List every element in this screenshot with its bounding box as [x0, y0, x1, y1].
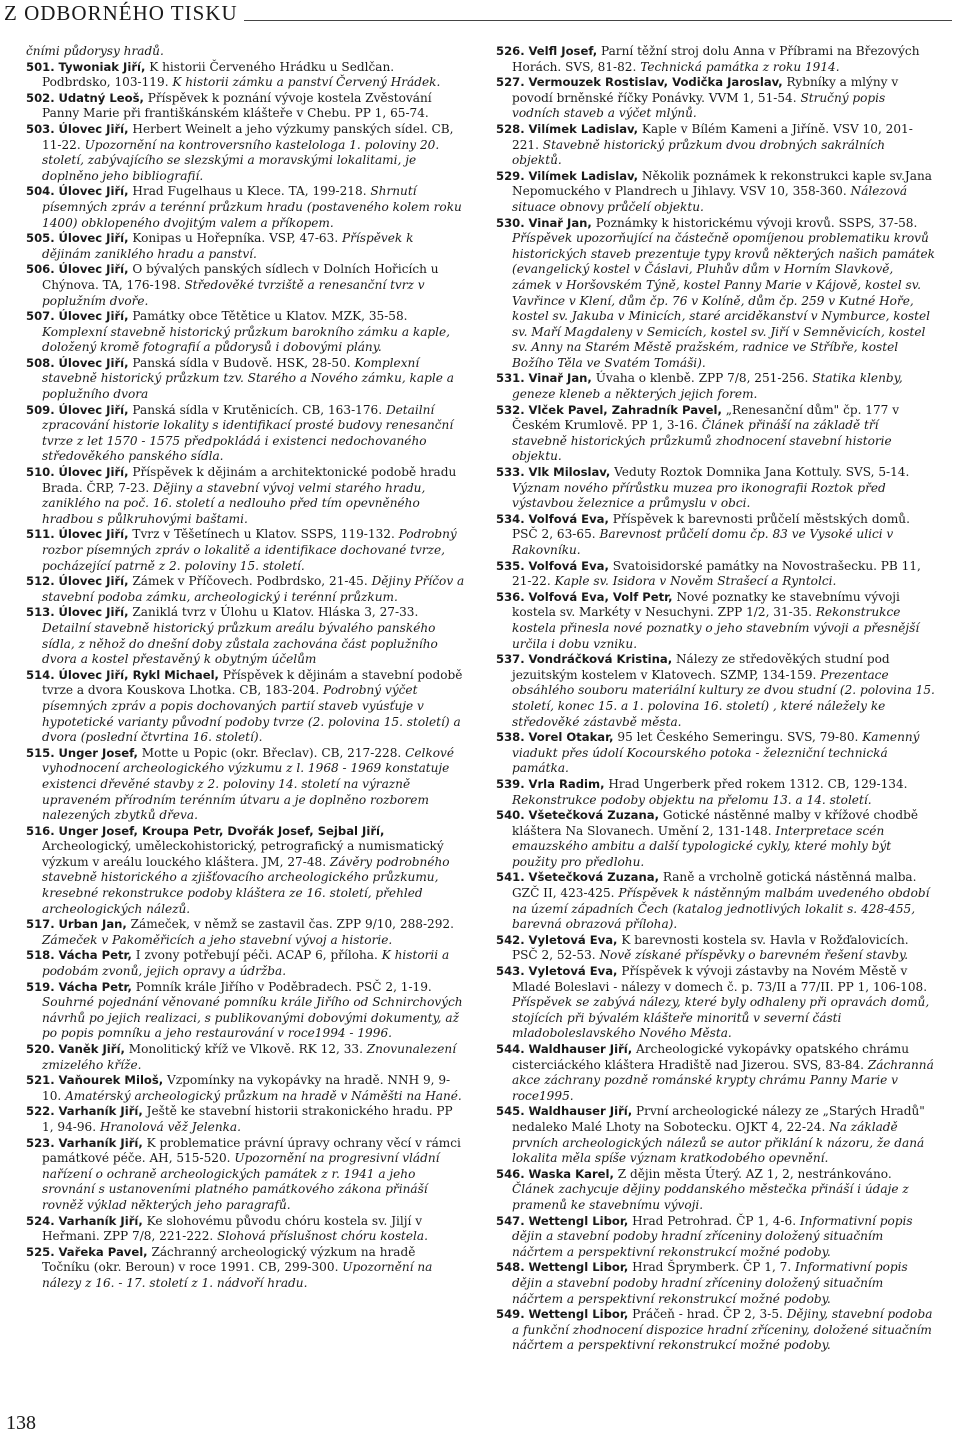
entry-author: Úlovec Jiří,	[58, 309, 129, 324]
bibliography-entry	[26, 465, 466, 527]
bibliography-entry	[496, 777, 936, 808]
entry-title: Archeologický, uměleckohistorický, petrografický a numismatický výzkum v areálu louckého kláštera. JM, 27-48.	[42, 839, 444, 869]
entry-author: Vyletová Eva,	[528, 964, 618, 979]
entry-author: Úlovec Jiří,	[58, 605, 129, 620]
bibliography-entry	[496, 933, 936, 964]
entry-number: 525.	[26, 1244, 55, 1259]
entry-title: Ještě ke stavební historii strakonického hradu. PP 1, 94-96.	[42, 1104, 453, 1134]
entry-author: Vaněk Jiří,	[58, 1042, 125, 1056]
entry-number: 543.	[496, 964, 525, 979]
entry-title: O bývalých panských sídlech v Dolních Hořicích u Chýnova. TA, 176-198.	[42, 262, 439, 292]
entry-number: 534.	[496, 511, 525, 526]
entry-title: I zvony potřebují péči. ACAP 6, příloha.	[131, 948, 378, 963]
entry-number: 541.	[496, 870, 525, 885]
entry-author: Waska Karel,	[528, 1166, 614, 1181]
entry-number: 521.	[26, 1073, 55, 1088]
entry-title: Z dějin města Úterý. AZ 1, 2, nestránkováno.	[613, 1166, 892, 1181]
entry-author: Varhaník Jiří,	[58, 1135, 143, 1150]
entry-number: 522.	[26, 1104, 55, 1119]
entry-number: 504.	[26, 184, 55, 199]
entry-author: Vácha Petr,	[58, 948, 132, 963]
entry-title: Práčeň - hrad. ČP 2, 3-5.	[628, 1307, 783, 1322]
entry-title: Příspěvek k poznání vývoje kostela Zvěstování Panny Marie při františkánském klášteře v Chebu. PP 1, 65-74.	[42, 90, 432, 121]
bibliography-entry	[496, 730, 936, 777]
bibliography-entry	[26, 403, 466, 465]
entry-number: 542.	[496, 932, 525, 947]
entry-number: 512.	[26, 574, 55, 589]
bibliography-entry	[496, 169, 936, 216]
entry-title: Několik poznámek k rekonstrukci kaple sv.Jana Nepomuckého v Plandrech u Jihlavy. VSV 10, 358-360.	[512, 168, 932, 199]
entry-author: Unger Josef, Kroupa Petr, Dvořák Josef, Sejbal Jiří,	[58, 823, 385, 838]
bibliography-entry	[496, 122, 936, 169]
entry-title: Parní těžní stroj dolu Anna v Příbrami na Březových Horách. SVS, 81-82.	[512, 44, 920, 74]
entry-title: Nové poznatky ke stavebnímu vývoji kostela sv. Markéty v Nesuchyni. ZPP 1/2, 31-35.	[512, 589, 900, 620]
entry-author: Vilímek Ladislav,	[528, 168, 639, 183]
entry-author: Varhaník Jiří,	[58, 1213, 143, 1228]
bibliography-entry	[26, 122, 466, 184]
bibliography-entry	[496, 44, 936, 75]
entry-number: 533.	[496, 465, 525, 480]
bibliography-entry	[26, 824, 466, 918]
entry-annotation: Slohová příslušnost chóru kostela.	[213, 1229, 428, 1244]
entry-title: K historii Červeného Hrádku u Sedlčan. Podbrdsko, 103-119.	[42, 59, 395, 90]
entry-number: 531.	[496, 371, 525, 386]
entry-number: 513.	[26, 605, 55, 620]
entry-number: 510.	[26, 465, 55, 480]
entry-title: Rybníky a mlýny v povodí brněnské říčky Ponávky. VVM 1, 51-54.	[512, 75, 899, 105]
entry-title: První archeologické nálezy ze „Starých Hradů" nedaleko Malé Lhoty na Sobotecku. OJKT 4, 22-24.	[512, 1104, 925, 1134]
bibliography-entry	[496, 590, 936, 652]
bibliography-entry	[496, 216, 936, 372]
entry-author: Vaňourek Miloš,	[58, 1073, 164, 1088]
entry-author: Vrla Radim,	[528, 776, 605, 791]
entry-number: 515.	[26, 745, 55, 760]
entry-title: Hrad Petrohrad. ČP 1, 4-6.	[628, 1213, 797, 1228]
bibliography-entry	[26, 231, 466, 262]
entry-author: Všetečková Zuzana,	[528, 870, 659, 885]
entry-annotation: K historii a podobám zvonů, jejich opravy a údržba.	[42, 948, 450, 979]
entry-annotation: Technická památka z roku 1914.	[636, 59, 840, 74]
entry-title: Hrad Ungerberk před rokem 1312. CB, 129-134.	[604, 776, 908, 791]
entry-author: Tywoniak Jiří,	[58, 59, 146, 74]
left-column	[26, 44, 466, 1292]
entry-annotation: Příspěvek se zabývá nálezy, které byly odhaleny při opravách domů, stojících při bývalém klášteře minoritů v severní části mladoboleslavského Nového Města.	[512, 995, 930, 1041]
entry-number: 540.	[496, 808, 525, 823]
bibliography-entry	[26, 980, 466, 1042]
entry-annotation: Celkové vyhodnocení archeologického výzkumu z l. 1968 - 1969 konstatuje existenci dřevěné stavby z 2. poloviny 14. století na výrazně upraveném přírodním terénním útvaru a je doplněno rozborem nalezených zbytků dřeva.	[42, 745, 454, 823]
entry-number: 501.	[26, 59, 55, 74]
entry-annotation: Rekonstrukce podoby objektu na přelomu 13. a 14. století.	[512, 792, 872, 807]
entry-number: 503.	[26, 121, 55, 136]
entry-annotation: Interpretace scén emauzského ambitu a další typologické cykly, které mohly být použity pro předlohu.	[512, 823, 892, 869]
entry-number: 502.	[26, 90, 55, 105]
entry-number: 547.	[496, 1213, 525, 1228]
entry-title: Zámek v Příčovech. Podbrdsko, 21-45.	[128, 574, 368, 589]
entry-annotation: Dějiny a stavební vývoj velmi starého hradu, zaniklého na poč. 16. století a nedlouho před tím opevněného hradbou s půlkruhovými baštami.	[42, 480, 426, 526]
entry-author: Všetečková Zuzana,	[528, 808, 659, 823]
entry-author: Unger Josef,	[58, 745, 138, 760]
bibliography-entry	[26, 527, 466, 574]
entry-annotation: Upozornění na kontroversního kastelologa 1. poloviny 20. století, zabývajícího se slezskými a moravskými lokalitami, je doplněno jeho bibliografií.	[42, 137, 440, 183]
bibliography-entry	[26, 1214, 466, 1245]
entry-title: Zámeček, v němž se zastavil čas. ZPP 9/10, 288-292.	[126, 917, 454, 932]
entry-author: Úlovec Jiří,	[58, 231, 129, 246]
entry-title: Záchranný archeologický výzkum na hradě Točníku (okr. Beroun) v roce 1991. CB, 299-300.	[42, 1244, 416, 1275]
entry-annotation: Podrobný rozbor písemných zpráv o lokalitě a identifikace dochované tvrze, pocházející patrně z 2. poloviny 15. století.	[42, 527, 457, 573]
bibliography-entry	[26, 184, 466, 231]
entry-title: Památky obce Tětětice u Klatov. MZK, 35-58.	[128, 309, 408, 324]
bibliography-entry	[26, 60, 466, 91]
entry-title: Herbert Weinelt a jeho výzkumy panských sídel. CB, 11-22.	[42, 121, 454, 152]
entry-number: 548.	[496, 1260, 525, 1275]
entry-title: Monolitický kříž ve Vlkově. RK 12, 33.	[124, 1042, 363, 1056]
entry-annotation: Dějiny Příčov a stavební podoba zámku, archeologický i terénní průzkum.	[42, 574, 465, 604]
entry-annotation: Záchranná akce záchrany pozdně románské krypty chrámu Panny Marie v roce1995.	[512, 1057, 934, 1103]
entry-author: Vařeka Pavel,	[58, 1244, 148, 1259]
entry-author: Úlovec Jiří,	[58, 527, 129, 542]
bibliography-entry	[26, 948, 466, 979]
entry-number: 520.	[26, 1042, 55, 1056]
bibliography-entry	[26, 1104, 466, 1135]
entry-annotation: Hranolová věž Jelenka.	[96, 1119, 241, 1134]
bibliography-entry	[496, 1214, 936, 1261]
entry-number: 537.	[496, 652, 525, 667]
bibliography-entry	[496, 1167, 936, 1214]
entry-annotation: Detailní stavebně historický průzkum areálu bývalého panského sídla, z něhož do dnešní doby zůstala zachována část poplužního dvora a kostel přestavěný k obytným účelům	[42, 620, 438, 667]
bibliography-entry	[26, 262, 466, 309]
entry-number: 524.	[26, 1213, 55, 1228]
entry-author: Úlovec Jiří,	[58, 355, 129, 370]
bibliography-entry	[26, 309, 466, 356]
bibliography-entry	[26, 91, 466, 122]
entry-title: Hrad Fugelhaus u Klece. TA, 199-218.	[128, 184, 367, 199]
entry-number: 549.	[496, 1307, 525, 1322]
bibliography-entry	[496, 371, 936, 402]
bibliography-entry	[496, 808, 936, 870]
entry-number: 518.	[26, 948, 55, 963]
entry-number: 508.	[26, 355, 55, 370]
entry-number: 514.	[26, 667, 55, 682]
entry-annotation: Statika klenby, geneze kleneb a některých jejich forem.	[512, 371, 903, 402]
entry-author: Úlovec Jiří,	[58, 402, 129, 417]
entry-title: Archeologické vykopávky opatského chrámu cisterciáckého kláštera Hradiště nad Jizerou. SVS, 83-84.	[512, 1042, 909, 1072]
entry-annotation: Středověké tvrziště a renesanční tvrz v poplužním dvoře.	[42, 277, 425, 308]
entry-annotation: Nálezová situace obnovy průčelí objektu.	[512, 184, 908, 214]
entry-author: Úlovec Jiří,	[58, 262, 129, 277]
section-title: Z ODBORNÉHO TISKU	[4, 1, 244, 26]
entry-title: Příspěvek k vývoji zástavby na Novém Městě v Mladé Boleslavi - nálezy v domech č. p. 73/II a 77/II. PP 1, 106-108.	[512, 964, 928, 994]
entry-author: Waldhauser Jiří,	[528, 1104, 633, 1119]
bibliography-entry	[496, 652, 936, 730]
bibliography-entry	[26, 746, 466, 824]
entry-annotation: Zámeček v Pakoměřicích a jeho stavební vývoj a historie.	[42, 932, 393, 947]
entry-author: Wettengl Libor,	[528, 1307, 629, 1322]
entry-author: Úlovec Jiří,	[58, 121, 129, 136]
entry-author: Wettengl Libor,	[528, 1260, 629, 1275]
entry-author: Udatný Leoš,	[58, 90, 144, 105]
entry-author: Volfová Eva, Volf Petr,	[528, 589, 673, 604]
entry-annotation: Komplexní stavebně historický průzkum barokního zámku a kaple, doložený kromě fotografií a půdorysů i dobovými plány.	[42, 324, 451, 355]
entry-annotation: Příspěvek k nástěnným malbám uvedeného období na území západních Čech (katalog jednotlivých lokalit s. 428-455, barevná obrazová příloha).	[512, 886, 930, 932]
entry-author: Vyletová Eva,	[528, 932, 618, 947]
entry-author: Vinař Jan,	[528, 215, 592, 230]
entry-number: 546.	[496, 1166, 525, 1181]
entry-annotation: Amatérský archeologický průzkum na hradě v Náměšti na Hané.	[61, 1088, 462, 1103]
entry-annotation: Upozornění na nálezy z 16. - 17. století z 1. nádvoří hradu.	[42, 1260, 433, 1290]
entry-author: Varhaník Jiří,	[58, 1104, 143, 1119]
entry-title: Úvaha o klenbě. ZPP 7/8, 251-256.	[591, 371, 809, 386]
entry-annotation: Nově získané příspěvky o barevném řešení stavby.	[595, 948, 909, 963]
entry-author: Wettengl Libor,	[528, 1213, 629, 1228]
bibliography-entry	[496, 465, 936, 512]
bibliography-entry	[496, 75, 936, 122]
page-header	[0, 0, 960, 28]
entry-annotation: Detailní zpracování historie lokality s identifikací prosté budovy renesanční tvrze z let 1570 - 1575 předpokládá i existenci nedochovaného středověkého panského sídla.	[42, 402, 454, 464]
entry-author: Úlovec Jiří, Rykl Michael,	[58, 667, 219, 682]
entry-annotation: Souhrné pojednání věnované pomníku krále Jiřího od Schnirchových návrhů po jejich realizaci, s publikovanými dobovými dokumenty, až po popis pomníku a jeho restaurování v roce1994 - 1996.	[42, 995, 463, 1041]
entry-annotation: Barevnost průčelí domu čp. 83 ve Vysoké ulici v Rakovníku.	[512, 527, 894, 557]
entry-annotation: Závěry podrobného stavebně historického a zjišťovacího archeologického průzkumu, kresebné rekonstrukce podoby kláštera ze 16. století, přehled archeologických nálezů.	[42, 854, 450, 916]
entry-annotation: Příspěvek k dějinám zaniklého hradu a panství.	[42, 231, 414, 261]
bibliography-entry	[496, 559, 936, 590]
bibliography-entry	[496, 403, 936, 465]
entry-author: Vondráčková Kristina,	[528, 652, 673, 667]
bibliography-entry	[26, 1042, 466, 1073]
entry-title: Tvrz v Těšetínech u Klatov. SSPS, 119-132.	[128, 527, 395, 542]
entry-author: Waldhauser Jiří,	[528, 1042, 633, 1056]
bibliography-entry	[26, 668, 466, 746]
entry-annotation: Prezentace obsáhlého souboru materiální kultury ze dvou studní (2. polovina 15. století, konec 15. a 1. polovina 16. století) , které náležely ke středověké zástavbě města.	[512, 667, 935, 729]
entry-title: Příspěvek k barevnosti průčelí městských domů. PSČ 2, 63-65.	[512, 511, 910, 542]
bibliography-entry	[26, 1245, 466, 1292]
entry-annotation: Článek přináší na základě tří stavebně historických průzkumů zhodnocení stavební historie objektu.	[512, 418, 892, 464]
entry-number: 505.	[26, 231, 55, 246]
entry-title: Ke slohovému původu chóru kostela sv. Jiljí v Heřmani. ZPP 7/8, 221-222.	[42, 1213, 423, 1244]
bibliography-entry	[496, 870, 936, 932]
bibliography-entry	[26, 605, 466, 667]
entry-annotation: Rekonstrukce kostela přinesla nové poznatky o jeho stavebním vývoji a přesnější určila i dobu vzniku.	[512, 605, 920, 651]
bibliography-entry	[26, 574, 466, 605]
entry-author: Úlovec Jiří,	[58, 574, 129, 589]
page-number: 138	[6, 1412, 36, 1434]
bibliography-entry	[496, 1042, 936, 1104]
bibliography-entry	[26, 1073, 466, 1104]
entry-number: 536.	[496, 589, 525, 604]
entry-title: 95 let Českého Semeringu. SVS, 79-80.	[613, 730, 859, 745]
entry-title: K problematice právní úpravy ochrany věcí v rámci památkové péče. AH, 515-520.	[42, 1135, 461, 1166]
entry-annotation: Článek zachycuje dějiny poddanského městečka přináší i údaje z pramenů ke stavebnímu vývoji.	[512, 1182, 909, 1212]
entry-annotation: Upozornění na progresivní vládní nařízení o ochraně archeologických památek z r. 1941 a jeho srovnání s ustanoveními platného památkového zákona přináší rovněž výklad některých jeho paragrafů.	[42, 1151, 440, 1212]
entry-title: Zaniklá tvrz v Úlohu u Klatov. Hláska 3, 27-33.	[128, 605, 419, 620]
entry-title: Pomník krále Jiřího v Poděbradech. PSČ 2, 1-19.	[131, 979, 432, 994]
entry-author: Vorel Otakar,	[528, 730, 614, 745]
entry-title: Příspěvek k dějinám a stavební podobě tvrze a dvora Kouskova Lhotka. CB, 183-204.	[42, 667, 463, 698]
entry-number: 530.	[496, 215, 525, 230]
entry-title: Vzpomínky na vykopávky na hradě. NNH 9, 9-10.	[42, 1073, 451, 1103]
entry-annotation: čními půdorysy hradů.	[26, 44, 164, 58]
entry-title: Veduty Roztok Domnika Jana Kottuly. SVS, 5-14.	[610, 465, 910, 480]
bibliography-entry	[496, 1104, 936, 1166]
entry-title: Raně a vrcholně gotická nástěnná malba. GZČ II, 423-425.	[512, 870, 917, 901]
entry-annotation: Na základě prvních archeologických nálezů se autor přiklání k názoru, že daná lokalita měla spíše význam kratkodobého opevnění.	[512, 1119, 925, 1166]
entry-annotation: K historii zámku a panství Červený Hrádek.	[168, 75, 441, 90]
bibliography-entry	[26, 1136, 466, 1214]
entry-number: 509.	[26, 402, 55, 417]
bibliography-entry	[496, 512, 936, 559]
entry-number: 511.	[26, 527, 55, 542]
entry-author: Úlovec Jiří,	[58, 465, 129, 480]
entry-number: 544.	[496, 1042, 525, 1056]
entry-title: „Renesanční dům" čp. 177 v Českém Krumlově. PP 1, 3-16.	[512, 402, 900, 433]
entry-annotation: Znovunalezení zmizelého kříže.	[42, 1042, 457, 1072]
entry-number: 507.	[26, 309, 55, 324]
entry-annotation: Podrobný výčet písemných zpráv a popis dochovaných partií staveb vyúsťuje v hypotetické varianty původní podoby tvrze (2. polovina 15. století) a dvora (poslední čtvrtina 16. století).	[42, 683, 461, 745]
entry-number: 519.	[26, 979, 55, 994]
entry-author: Vlček Pavel, Zahradník Pavel,	[528, 402, 722, 417]
right-column	[496, 44, 936, 1354]
entry-title: Poznámky k historickému vývoji krovů. SSPS, 37-58.	[591, 215, 918, 230]
entry-title: Nálezy ze středověkých studní pod jezuitským kostelem v Klatovech. SZMP, 134-159.	[512, 652, 890, 682]
bibliography-entry	[496, 964, 936, 1042]
bibliography-entry	[26, 44, 466, 60]
bibliography-entry	[496, 1307, 936, 1354]
entry-author: Urban Jan,	[58, 917, 127, 932]
entry-number: 539.	[496, 776, 525, 791]
entry-annotation: Informativní popis dějin a stavební podoby hradní zříceniny doložený situačním náčrtem a perspektivní rekonstrukcí možné podoby.	[512, 1213, 913, 1259]
entry-author: Vinař Jan,	[528, 371, 592, 386]
bibliography-entry	[26, 917, 466, 948]
entry-number: 538.	[496, 730, 525, 745]
entry-annotation: Význam nového přírůstku muzea pro ikonografii Roztok před výstavbou železnice a průmyslu v obci.	[512, 480, 886, 511]
entry-title: Kaple v Bílém Kameni a Jiříně. VSV 10, 201-221.	[512, 121, 913, 152]
entry-number: 528.	[496, 121, 525, 136]
entry-author: Úlovec Jiří,	[58, 184, 129, 199]
entry-annotation: Dějiny, stavební podoba a funkční zhodnocení dispozice hradní zříceniny, doložené situačním náčrtem a perspektivní rekonstrukcí možné podoby.	[512, 1307, 933, 1353]
entry-title: Hrad Šprymberk. ČP 1, 7.	[628, 1260, 792, 1275]
entry-annotation: Kamenný viadukt přes údolí Kocourského potoka - železniční technická památka.	[512, 730, 920, 776]
entry-number: 527.	[496, 75, 525, 90]
entry-number: 517.	[26, 917, 55, 932]
entry-number: 523.	[26, 1135, 55, 1150]
entry-number: 506.	[26, 262, 55, 277]
entry-title: Svatoisidorské památky na Novostrašecku. PB 11, 21-22.	[512, 558, 921, 589]
entry-author: Vácha Petr,	[58, 979, 132, 994]
entry-author: Vlk Miloslav,	[528, 465, 611, 480]
entry-number: 532.	[496, 402, 525, 417]
entry-title: Panská sídla v Krutěnicích. CB, 163-176.	[128, 402, 383, 417]
entry-number: 516.	[26, 823, 55, 838]
entry-author: Volfová Eva,	[528, 558, 609, 573]
entry-annotation: Kaple sv. Isidora v Nověm Strašecí a Ryntolci.	[550, 574, 837, 589]
bibliography-entry	[496, 1260, 936, 1307]
entry-title: Panská sídla v Budově. HSK, 28-50.	[128, 355, 351, 370]
entry-annotation: Komplexní stavebně historický průzkum tzv. Starého a Nového zámku, kaple a poplužního dvora	[42, 355, 454, 402]
entry-annotation: Informativní popis dějin a stavební podoby hradní zříceniny doložený situačním náčrtem a perspektivní rekonstrukcí možné podoby.	[512, 1260, 908, 1306]
entry-annotation: Příspěvek upozorňující na částečně opomíjenou problematiku krovů historických staveb prezentuje typy krovů některých našich památek (evangelický kostel v Čáslavi, Pluhův dům v Horním Slavkově, zámek v Horšovském Týně, kostel Panny Marie v Kájově, kostel sv. Vavřince v Klení, dům čp. 76 v Kolíně, dům čp. 259 v Kutné Hoře, kostel sv. Jakuba v Minicích, staré arciděkanství v Nymburce, kostel sv. Maří Magdaleny v Semicích, kostel sv. Jiří v Semněvicích, kostel sv. Anny na Starém Městě pražském, radnice ve Stříbře, kostel Božího Těla ve Svatém Tomáši).	[512, 231, 935, 370]
entry-number: 545.	[496, 1104, 525, 1119]
entry-title: Motte u Popic (okr. Břeclav). CB, 217-228.	[137, 745, 402, 760]
entry-number: 529.	[496, 168, 525, 183]
bibliography-entry	[26, 356, 466, 403]
entry-title: Gotické nástěnné malby v křížové chodbě kláštera Na Slovanech. Umění 2, 131-148.	[512, 808, 918, 838]
entry-author: Velfl Josef,	[528, 44, 598, 58]
entry-author: Vermouzek Rostislav, Vodička Jaroslav,	[528, 75, 783, 90]
entry-number: 526.	[496, 44, 525, 58]
entry-author: Volfová Eva,	[528, 511, 609, 526]
entry-annotation: Stručný popis vodních staveb a výčet mlýnů.	[512, 90, 886, 121]
entry-author: Vilímek Ladislav,	[528, 121, 639, 136]
entry-title: Příspěvek k dějinám a architektonické podobě hradu Brada. ČRP, 7-23.	[42, 465, 457, 495]
entry-title: K barevnosti kostela sv. Havla v Rožďalovicích. PSČ 2, 52-53.	[512, 932, 909, 963]
entry-title: Konipas u Hořepníka. VSP, 47-63.	[128, 231, 339, 246]
entry-annotation: Stavebně historický průzkum dvou drobných sakrálních objektů.	[512, 137, 886, 168]
entry-number: 535.	[496, 558, 525, 573]
entry-annotation: Shrnutí písemných zpráv a terénní průzkum hradu (postaveného kolem roku 1400) obklopeného dvojitým valem a příkopem.	[42, 184, 462, 230]
